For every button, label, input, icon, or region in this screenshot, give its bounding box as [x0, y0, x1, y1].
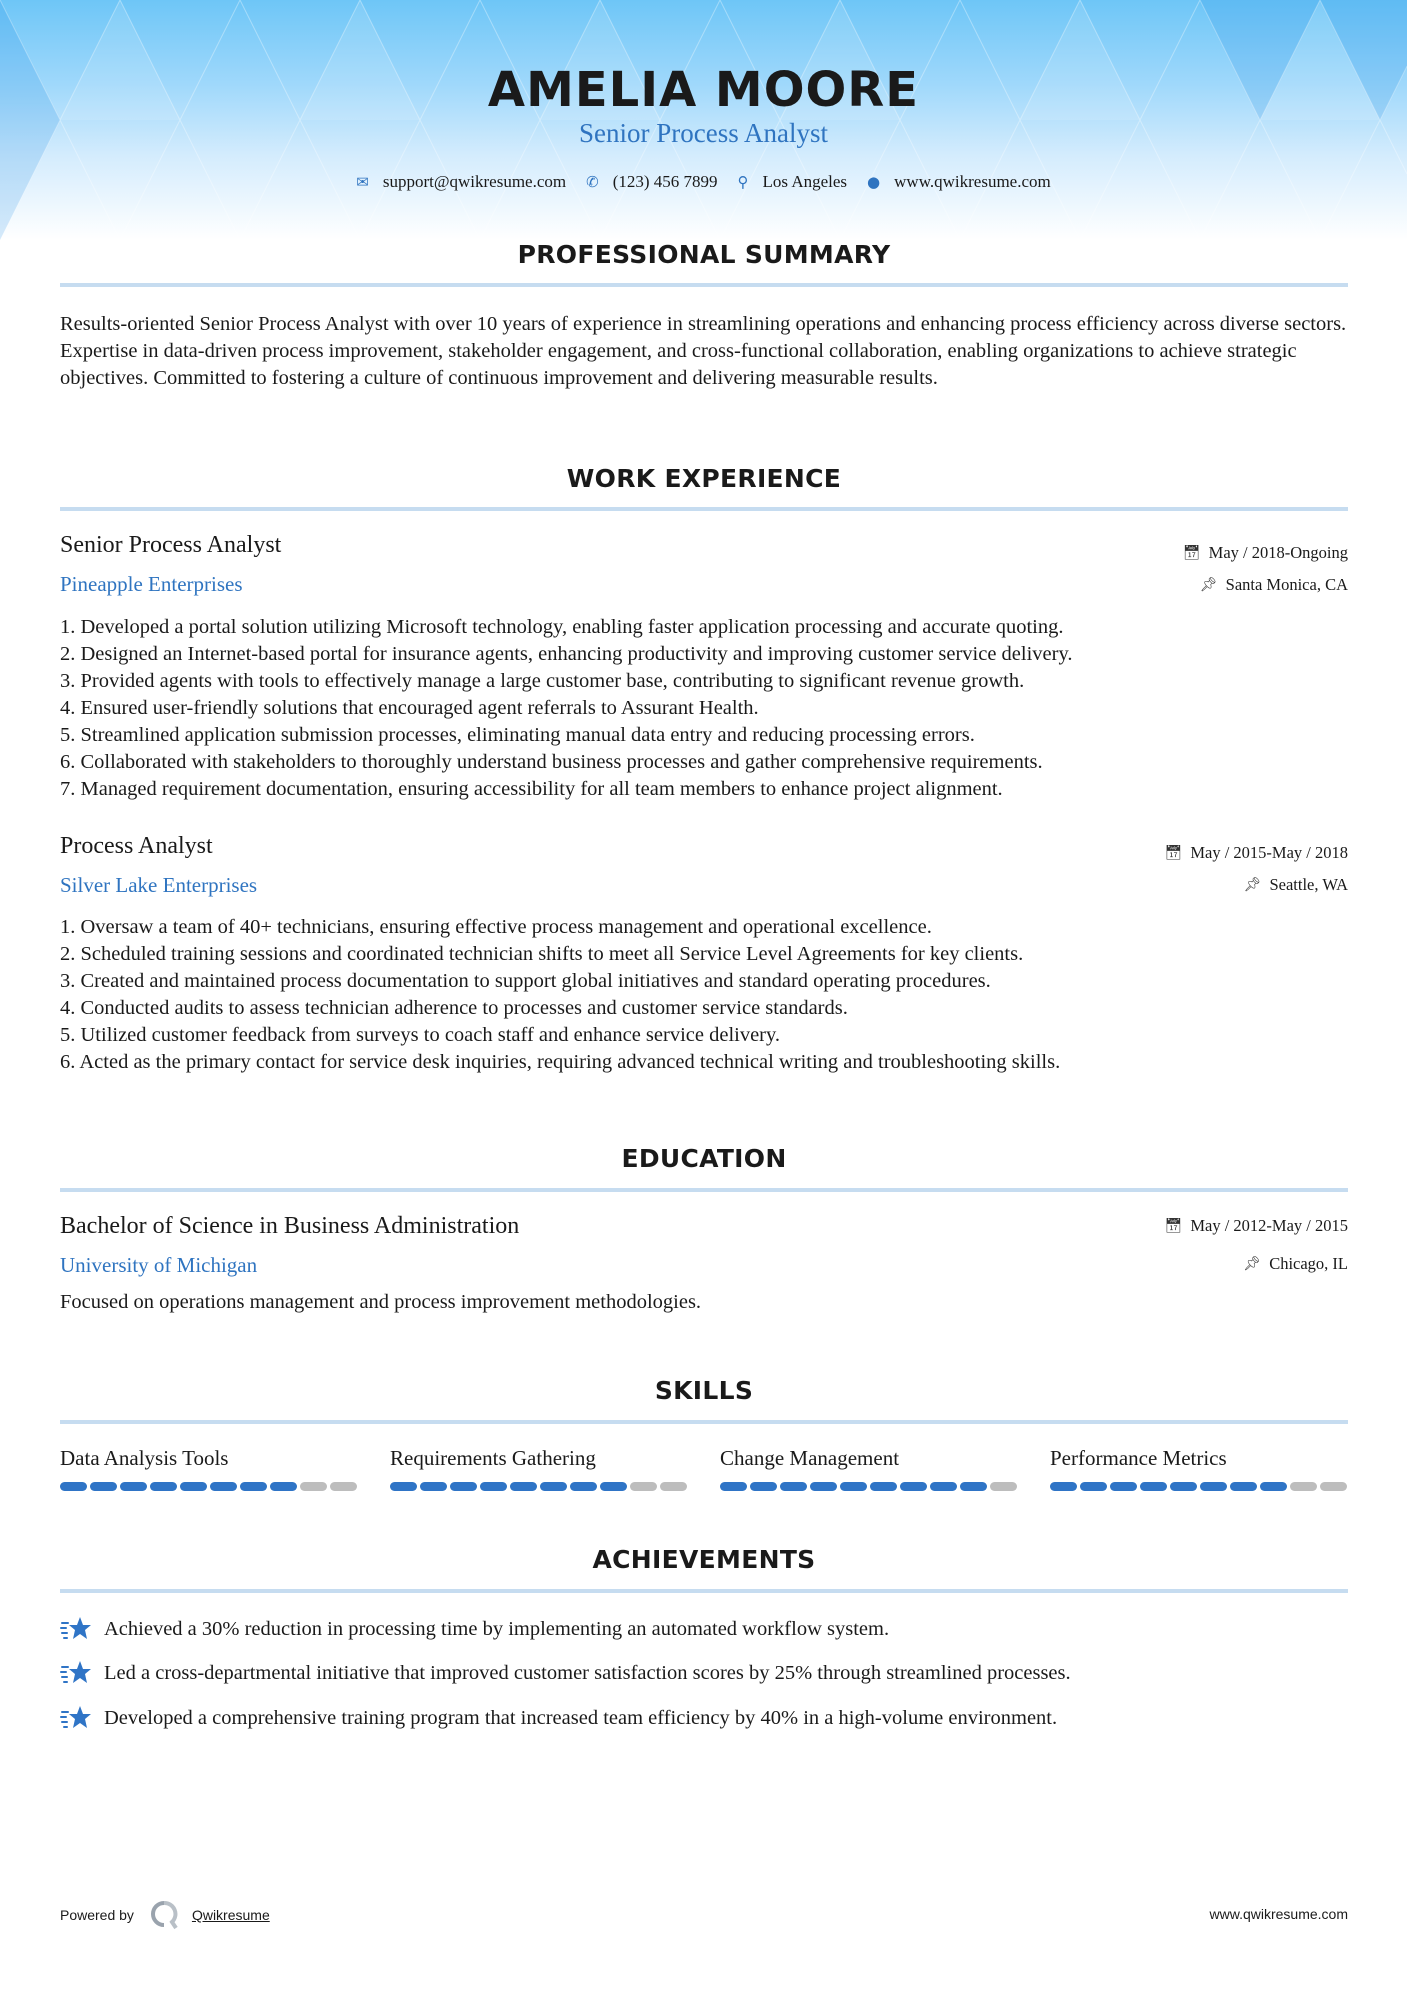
list-item: 2. Scheduled training sessions and coordinated technician shifts to meet all Service Level Agreements for key clients. — [60, 943, 1024, 965]
section-divider — [60, 1420, 1348, 1424]
list-item: 1. Developed a portal solution utilizing Microsoft technology, enabling faster application processing and accurate quoting. — [60, 616, 1064, 638]
skill-rating-bar — [720, 1482, 1020, 1491]
list-item: 4. Conducted audits to assess technician adherence to processes and customer service standards. — [60, 997, 848, 1019]
contact-website[interactable] — [867, 172, 1051, 192]
skill-rating-segment — [990, 1482, 1017, 1491]
skill-rating-segment — [450, 1482, 477, 1491]
skill-rating-segment — [60, 1482, 87, 1491]
list-item: 5. Streamlined application submission processes, eliminating manual data entry and reducing processing errors. — [60, 724, 975, 746]
phone-text: (123) 456 7899 — [612, 172, 718, 191]
qwikresume-logo-icon — [150, 1900, 178, 1930]
section-divider — [60, 1589, 1348, 1593]
skill-rating-segment — [390, 1482, 417, 1491]
skill-rating-segment — [930, 1482, 957, 1491]
section-heading-achievements: ACHIEVEMENTS — [592, 1545, 816, 1574]
list-item: 6. Acted as the primary contact for service desk inquiries, requiring advanced technical writing and troubleshooting skills. — [60, 1051, 1061, 1073]
footer-powered-by: Powered by Qwikresume — [60, 1900, 270, 1930]
contact-email[interactable] — [356, 172, 566, 192]
email-text: support@qwikresume.com — [382, 172, 567, 191]
pushpin-icon: 📌︎ — [1243, 877, 1262, 893]
skill-rating-segment — [1230, 1482, 1257, 1491]
skill-rating-segment — [1290, 1482, 1317, 1491]
pushpin-icon: 📌︎ — [1199, 577, 1218, 593]
skill-rating-segment — [90, 1482, 117, 1491]
achievement-item: Achieved a 30% reduction in processing time by implementing an automated workflow system. — [60, 1615, 889, 1643]
skill-rating-segment — [180, 1482, 207, 1491]
school-name: University of Michigan — [60, 1253, 258, 1277]
shooting-star-icon — [60, 1704, 92, 1732]
skill-rating-bar — [390, 1482, 690, 1491]
skill-rating-segment — [600, 1482, 627, 1491]
job-bullets — [60, 614, 1360, 803]
job-title: Process Analyst — [60, 833, 213, 859]
skill-rating-segment — [660, 1482, 687, 1491]
skill-rating-segment — [510, 1482, 537, 1491]
skill-rating-segment — [300, 1482, 327, 1491]
education-description: Focused on operations management and process improvement methodologies. — [60, 1291, 702, 1313]
envelope-icon: ✉ — [356, 173, 369, 191]
skill-rating-segment — [420, 1482, 447, 1491]
achievement-item: Developed a comprehensive training program that increased team efficiency by 40% in a high-volume environment. — [60, 1704, 1057, 1732]
section-divider — [60, 283, 1348, 287]
skill-rating-segment — [960, 1482, 987, 1491]
skill-rating-segment — [120, 1482, 147, 1491]
skill-rating-segment — [1200, 1482, 1227, 1491]
skills-list — [60, 1446, 1350, 1491]
skill-rating-segment — [240, 1482, 267, 1491]
skill-rating-segment — [720, 1482, 747, 1491]
skill-rating-segment — [540, 1482, 567, 1491]
calendar-icon: 📅︎ — [1164, 845, 1183, 861]
skill-rating-segment — [1080, 1482, 1107, 1491]
skill-rating-segment — [870, 1482, 897, 1491]
map-marker-icon: ⚲ — [737, 173, 749, 191]
list-item: 4. Ensured user-friendly solutions that encouraged agent referrals to Assurant Health. — [60, 697, 759, 719]
skill-rating-segment — [1110, 1482, 1137, 1491]
section-heading-summary: PROFESSIONAL SUMMARY — [517, 240, 891, 269]
list-item: 6. Collaborated with stakeholders to thoroughly understand business processes and gather comprehensive requirements. — [60, 751, 1043, 773]
skill-item: Performance Metrics — [1050, 1446, 1350, 1491]
job-title: Senior Process Analyst — [60, 532, 282, 558]
pushpin-icon: 📌︎ — [1243, 1256, 1262, 1272]
company-name: Pineapple Enterprises — [60, 572, 243, 596]
list-item: 3. Created and maintained process documentation to support global initiatives and standard operating procedures. — [60, 970, 991, 992]
job-location: 📌︎ Santa Monica, CA — [1199, 575, 1348, 594]
company-name: Silver Lake Enterprises — [60, 873, 258, 897]
job-dates: 📅︎ May / 2015-May / 2018 — [1164, 843, 1348, 862]
education-location: 📌︎ Chicago, IL — [1243, 1254, 1348, 1273]
skill-rating-segment — [630, 1482, 657, 1491]
section-heading-experience: WORK EXPERIENCE — [566, 464, 842, 493]
skill-rating-segment — [840, 1482, 867, 1491]
job-bullets — [60, 914, 1360, 1076]
contact-location — [738, 172, 848, 192]
job-location: 📌︎ Seattle, WA — [1243, 875, 1348, 894]
skill-rating-segment — [1260, 1482, 1287, 1491]
qwikresume-link[interactable]: Qwikresume — [191, 1907, 270, 1923]
education-dates: 📅︎ May / 2012-May / 2015 — [1164, 1216, 1348, 1235]
skill-rating-segment — [1170, 1482, 1197, 1491]
skill-rating-segment — [570, 1482, 597, 1491]
list-item: 1. Oversaw a team of 40+ technicians, ensuring effective process management and operational excellence. — [60, 916, 932, 938]
location-text: Los Angeles — [762, 172, 848, 191]
section-heading-skills: SKILLS — [654, 1376, 754, 1405]
footer-website-link[interactable]: www.qwikresume.com — [1209, 1906, 1348, 1922]
degree-title: Bachelor of Science in Business Administration — [60, 1213, 520, 1239]
candidate-name: AMELIA MOORE — [487, 62, 920, 118]
section-heading-education: EDUCATION — [621, 1144, 787, 1173]
globe-icon: ● — [867, 173, 881, 191]
contact-bar — [0, 172, 1407, 192]
website-text: www.qwikresume.com — [894, 172, 1051, 191]
skill-item: Data Analysis Tools — [60, 1446, 360, 1491]
shooting-star-icon — [60, 1659, 92, 1687]
skill-rating-segment — [780, 1482, 807, 1491]
list-item: 2. Designed an Internet-based portal for insurance agents, enhancing productivity and improving customer service delivery. — [60, 643, 1073, 665]
skill-item: Requirements Gathering — [390, 1446, 690, 1491]
skill-rating-bar — [1050, 1482, 1350, 1491]
calendar-icon: 📅︎ — [1164, 1218, 1183, 1234]
candidate-title: Senior Process Analyst — [579, 118, 828, 148]
summary-text: Results-oriented Senior Process Analyst with over 10 years of experience in streamlining operations and enhancing process efficiency across diverse sectors. Expertise in data-driven process improvement, stakeholder engagement, and cross-functional collaboration, enabling organizations to achieve strategic objectives. Committed to fostering a culture of continuous improvement and delivering measurable results. — [60, 313, 1347, 389]
skill-rating-segment — [270, 1482, 297, 1491]
list-item: 7. Managed requirement documentation, ensuring accessibility for all team members to enhance project alignment. — [60, 778, 1003, 800]
job-dates: 📅︎ May / 2018-Ongoing — [1182, 543, 1348, 562]
phone-icon: ✆ — [586, 173, 599, 191]
skill-rating-segment — [480, 1482, 507, 1491]
skill-rating-segment — [210, 1482, 237, 1491]
skill-rating-segment — [900, 1482, 927, 1491]
skill-rating-bar — [60, 1482, 360, 1491]
section-divider — [60, 507, 1348, 511]
skill-rating-segment — [1140, 1482, 1167, 1491]
skill-rating-segment — [810, 1482, 837, 1491]
section-divider — [60, 1188, 1348, 1192]
skill-rating-segment — [150, 1482, 177, 1491]
skill-rating-segment — [1050, 1482, 1077, 1491]
achievement-item: Led a cross-departmental initiative that improved customer satisfaction scores by 25% through streamlined processes. — [60, 1659, 1071, 1687]
list-item: 3. Provided agents with tools to effectively manage a large customer base, contributing to significant revenue growth. — [60, 670, 1025, 692]
list-item: 5. Utilized customer feedback from surveys to coach staff and enhance service delivery. — [60, 1024, 781, 1046]
contact-phone[interactable] — [586, 172, 717, 192]
skill-rating-segment — [1320, 1482, 1347, 1491]
skill-item: Change Management — [720, 1446, 1020, 1491]
calendar-icon: 📅︎ — [1182, 545, 1201, 561]
skill-rating-segment — [330, 1482, 357, 1491]
skill-rating-segment — [750, 1482, 777, 1491]
shooting-star-icon — [60, 1615, 92, 1643]
